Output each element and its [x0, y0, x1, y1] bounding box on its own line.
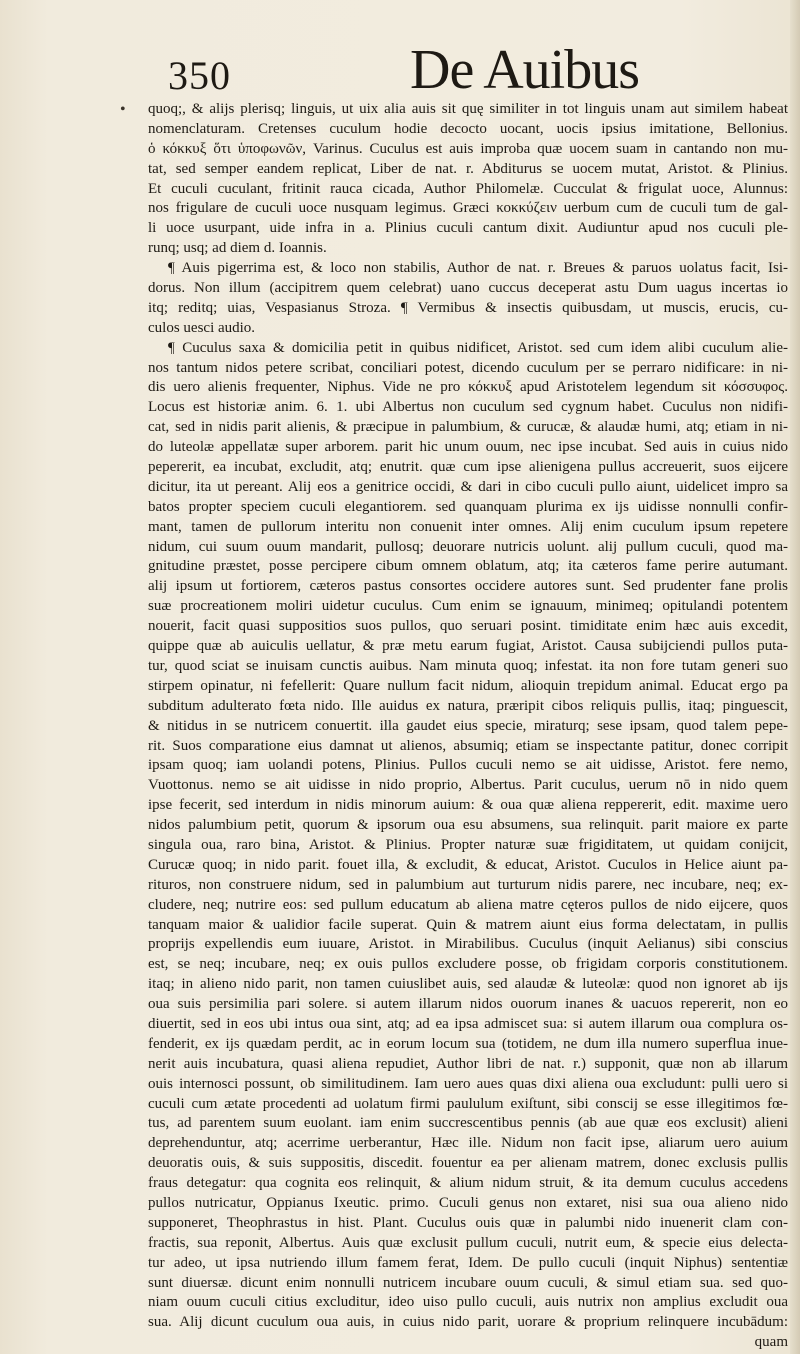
text-line: fenderit, ex ijs quædam perdit, ac in eorum locum sua (totidem, ne dum illa numero superflua inue-	[148, 1035, 788, 1052]
text-line: Curucæ quoq; in nido parit. fouet illa, & excludit, & educat, Aristot. Cuculos in Helice aiunt pa-	[148, 856, 788, 873]
text-line: nidum, cui suum ouum mandarit, pullosq; deuorare nutricis uolunt. alij pullum cuculi, quod ma-	[148, 538, 788, 555]
text-line: itq; reditq; uias, Vespasianus Stroza. ¶ Vermibus & insectis quibusdam, ut muscis, erucis, cu-	[148, 299, 788, 316]
text-line: itaq; in alieno nido parit, non tamen cuiuslibet auis, sed alaudæ & luteolæ: quod non ignoret ab ijs	[148, 976, 788, 993]
text-line: singula oua, raro bina, Aristot. & Plinius. Propter naturæ suæ frigiditatem, ut quidam conijcit,	[148, 836, 788, 853]
text-line: ouis internosci possunt, ob similitudinem. Iam uero aues quas dixi aliena oua excludunt: pulli uero si	[148, 1075, 788, 1092]
text-line: mant, tamen de pullorum interitu non conuenit inter omnes. Alij enim cuculum ipsum repetere	[148, 518, 788, 535]
text-line: tur adeo, ut ipsa nutriendo illum famem ferat, Idem. De pullo cuculi (inquit Niphus) sententiæ	[148, 1254, 788, 1271]
text-line: stirpem opinatur, ni fefellerit: Quare nullum facit nidum, alioquin trepidum animal. Educat ergo pa	[148, 677, 788, 694]
text-line: ipsam quoq; iam uolandi potens, Plinius. Pullos cuculi nemo se ait uidisse, Aristot. fere nemo,	[148, 757, 788, 774]
text-line: sua. Alij dicunt cuculum oua auis, in cuius nido parit, uorare & proprium relinquere incubādum:	[148, 1314, 788, 1331]
text-line: li uoce usurpant, uide infra in a. Plinius cuculi cantum dixit. Audiuntur apud nos cuculi ple-	[148, 220, 788, 237]
text-line: cludere, neq; nutrire eos: sed pullum educatum ab aliena matre cęteros pullos de nido eijcere, quos	[148, 896, 788, 913]
text-line: deuoratis ouis, & suis suppositis, discedit. fouentur ea per alienam matrem, donec exclusis pullis	[148, 1155, 788, 1172]
text-line: dorus. Non illum (accipitrem quem celebrat) uano cuccus deceperat astu Dum uagus incertas io	[148, 280, 788, 297]
margin-mark: •	[120, 101, 126, 118]
text-line: tanquam maior & ualidior facile superat. Quin & matrem aiunt eius forma delectatam, in pullis	[148, 916, 788, 933]
text-line: Vuottonus. nemo se ait uidisse in nido proprio, Albertus. Parit cuculus, uerum nō in nido quem	[148, 777, 788, 794]
text-line: ¶ Auis pigerrima est, & loco non stabilis, Author de nat. r. Breues & paruos uolatus facit, Isi-	[168, 260, 788, 277]
text-line: nomenclaturam. Cretenses cuculum hodie decocto uocant, uocis ipsius imitatione, Bellonius.	[148, 120, 788, 137]
text-block	[148, 100, 788, 1353]
text-line: ὁ κόκκυξ ὅτι ὑποφωνῶν, Varinus. Cuculus est auis improba quæ uocem suam in cantando non mu-	[148, 140, 788, 157]
text-line: ipse fecerit, sed interdum in nidis minorum auium: & oua quæ aliena reppererit, edit. maxime uero	[148, 797, 788, 814]
text-line: nos frigulare de cuculi uoce nusquam legimus. Græci κοκκύζειν uerbum cum de cuculi tum de gal-	[148, 200, 788, 217]
text-line: proprijs expellendis eum iuuare, Aristot. in Mirabilibus. Cuculus (inquit Aelianus) sibi conscius	[148, 936, 788, 953]
text-line: Et cuculi cuculant, fritinit rauca cicada, Author Philomelæ. Cucculat & frigulat uoce, Alunnus:	[148, 180, 788, 197]
text-line: alij ipsum ut fortiorem, cæteros pastus consortes occidere autores sunt. Sed prudenter fane prolis	[148, 578, 788, 595]
text-line: runq; usq; ad diem d. Ioannis.	[148, 240, 327, 257]
text-line: nidos palumbium petit, quorum & ipsorum oua esu absumens, sua relinquit. parit maiore ex parte	[148, 817, 788, 834]
text-line: rituros, non construere nidum, sed in palumbium aut turturum nidis parere, nec incubare, neq; ex-	[148, 876, 788, 893]
page-number: 350	[168, 53, 231, 98]
page-edge	[790, 0, 800, 1354]
text-line: niam ouum cuculi citius excluditur, ideo uiso pullo cuculi, auis nutrix non amplius excludit oua	[148, 1294, 788, 1311]
text-line: culos uesci audio.	[148, 319, 256, 336]
text-line: tus, ad parentem suum euolant. iam enim succrescentibus pennis (ab aue quæ eos exclusit) alieni	[148, 1115, 788, 1132]
text-line: dis uero alienis frequenter, Niphus. Vide ne pro κόκκυξ apud Aristotelem legendum sit κόσσυφος.	[148, 379, 788, 396]
text-line: sunt diuersæ. dicunt enim nonnulli nutricem incubare ouum cuculi, & simul etiam sua. sed quo-	[148, 1274, 788, 1291]
text-line: suæ procreationem moliri uidetur cuculus. Cum enim se ignauum, minimeq; opitulandi potentem	[148, 598, 788, 615]
text-line: tat, sed semper eandem replicat, Liber de nat. r. Abditurus se uocem mutat, Aristot. & Plinius.	[148, 160, 788, 177]
running-head: De Auibus	[410, 39, 639, 101]
text-line: diuertit, sed in eos ubi intus oua sint, atq; ad ea ipsa admiscet sua: si autem illarum oua complura os-	[148, 1015, 788, 1032]
text-line: dicitur, ita ut pereant. Alij eos a genitrice occidi, & dari in cibo cuculi pullo aiunt, uidelicet impro sa	[148, 478, 788, 495]
text-line: do luteolæ appellatæ super arborem. parit hic unum ouum, nec ipse incubat. Sed auis in cuius nido	[148, 439, 788, 456]
text-line: oua suis persimilia pari solere. si autem illarum nidos ouorum inanes & uacuos repererit, non eo	[148, 996, 788, 1013]
text-line: Locus est historiæ anim. 6. 1. ubi Albertus non cuculum sed cygnum habet. Cuculus non nidifi-	[148, 399, 788, 416]
text-line: pullos nutricatur, Oppianus Ixeutic. primo. Cuculi genus non extaret, nisi sua oua alieno nido	[148, 1194, 788, 1211]
text-line: nerit auis incubatura, quasi aliena repudiet, Author libri de nat. r.) supponit, quæ non ab illarum	[148, 1055, 788, 1072]
text-line: & nitidus in se nutricem conuertit. illa gaudet eius specie, miraturq; sese ipsam, quod talem pepe-	[148, 717, 788, 734]
text-line: deprehenduntur, atq; acerrime uerberantur, Hæc ille. Nidum non facit ipse, aliarum uero auium	[148, 1135, 788, 1152]
text-line: supponeret, Theophrastus in hist. Plant. Cuculus ouis quæ in palumbi nido inuenerit clam con-	[148, 1214, 788, 1231]
text-line: cuculi cum ætate procedenti ad uolatum firmi paululum exiſtunt, sibi conscij se esse illegitimos fœ-	[148, 1095, 788, 1112]
text-line: quoq;, & alijs plerisq; linguis, ut uix alia auis sit quę similiter in tot linguis unam aut similem habeat	[148, 101, 788, 117]
text-line: pepererit, ea incubat, excludit, atq; enutrit. quæ cum ipse alienigena pullus accreuerit, suos eijcere	[148, 459, 788, 476]
text-line: rit. Suos comparatione eius damnat ut alienos, absumiq; etiam se inspectante patitur, donec corripit	[148, 737, 788, 754]
text-line: tur, quod sciat se inuisam cunctis auibus. Nam minuta quoq; infestat. ita non fore tutam generi suo	[148, 657, 788, 674]
text-line: subditum adulterato fœta nido. Ille auidus ex natura, præripit cibos reliquis pullis, itaq; pinguescit,	[148, 697, 788, 714]
text-line: gnitudine præstet, posse percipere cibum omnem oblatum, atq; ita cæteros fame perire autumant.	[148, 558, 788, 575]
text-line: nos tantum nidos petere scribat, conciliari potest, dicendo cuculum per se perraro nidificare: in ni-	[148, 359, 788, 376]
text-line: batos propter speciem cuculi elegantiorem. sed quanquam plurima ex ijs uidisse nonnulli confir-	[148, 498, 788, 515]
page-header	[0, 40, 800, 100]
text-line: ¶ Cuculus saxa & domicilia petit in quibus nidificet, Aristot. sed cum idem alibi cuculum alie-	[168, 339, 788, 356]
catchword: quam	[754, 1334, 788, 1351]
text-line: fractis, sua reponit, Albertus. Auis quæ exclusit pullum cuculi, nutrit eum, & specie eius delecta-	[148, 1234, 788, 1251]
text-line: fraus detegatur: qua cognita eos relinquit, & alium nidum struit, & ita demum cuculus accedens	[148, 1175, 788, 1192]
text-line: quippe quæ ab auiculis uellatur, & præ metu earum fugiat, Aristot. Causa subijciendi pullos puta-	[148, 638, 788, 655]
text-line: est, se neq; incubare, neq; ex ouis pullos excludere posse, ob frigidam corporis constitutionem.	[148, 956, 788, 973]
text-line: nouerit, facit quasi suppositios suos pullos, quo seruari posint. timiditate enim hæc auis excedit,	[148, 618, 788, 635]
text-line: cat, sed in nidis parit alienis, & præcipue in palumbium, & curucæ, & alaudæ humi, atq; etiam in ni-	[148, 419, 788, 436]
